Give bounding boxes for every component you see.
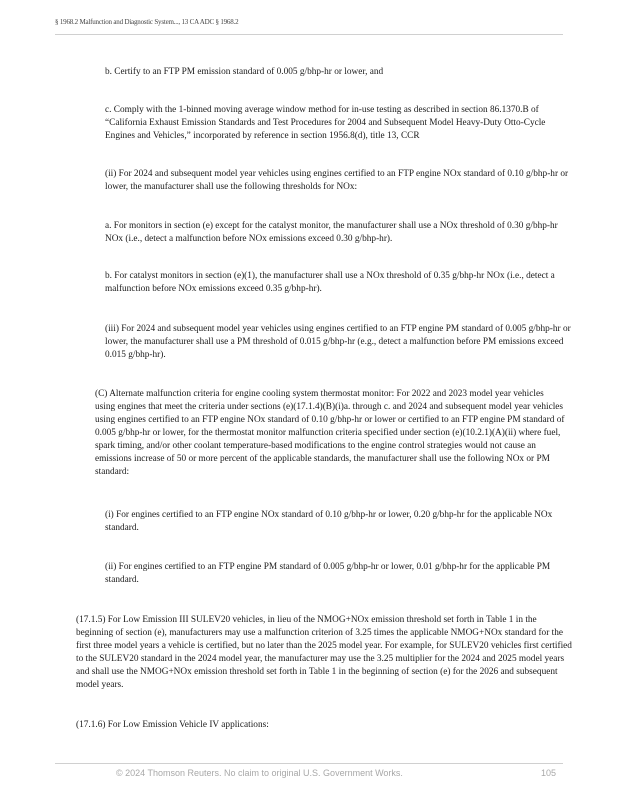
- paragraph-c-binned-method: c. Comply with the 1-binned moving average window method for in-use testing as described in section 86.1370.B of “California Exhaust Emission Standards and Test Procedures for 2004 and Subsequent Model Heavy-Duty Otto-Cycle Engines and Vehicles,” incorporated by reference in section 1956.8(d), title 13, CCR: [105, 105, 546, 141]
- running-header: § 1968.2 Malfunction and Diagnostic System..., 13 CA ADC § 1968.2: [55, 18, 239, 26]
- paragraph-17-1-5-sulev20: (17.1.5) For Low Emission III SULEV20 vehicles, in lieu of the NMOG+NOx emission threshold set forth in Table 1 in the beginning of section (e), manufacturers may use a malfunction criterion of 3.25 times the applicable NMOG+NOx standard for the first three model years a vehicle is certified, but no later than the 2025 model year. For example, for SULEV20 vehicles first certified to the SULEV20 standard in the 2024 model year, the manufacturer may use the 3.25 multiplier for the 2024 and 2025 model years and shall use the NMOG+NOx emission threshold set forth in Table 1 in the beginning of section (e) for the 2026 and subsequent model years.: [76, 615, 572, 690]
- copyright-notice: © 2024 Thomson Reuters. No claim to original U.S. Government Works.: [116, 768, 403, 778]
- paragraph-i-nox-standard: (i) For engines certified to an FTP engine NOx standard of 0.10 g/bhp-hr or lower, 0.20 g/bhp-hr for the applicable NOx standard.: [105, 510, 553, 533]
- paragraph-ii-nox-thresholds: (ii) For 2024 and subsequent model year vehicles using engines certified to an FTP engine NOx standard of 0.10 g/bhp-hr or lower, the manufacturer shall use the following thresholds for NOx:: [105, 169, 569, 192]
- paragraph-17-1-6-lev-iv: (17.1.6) For Low Emission Vehicle IV applications:: [76, 720, 269, 730]
- paragraph-iii-pm-threshold: (iii) For 2024 and subsequent model year vehicles using engines certified to an FTP engine PM standard of 0.005 g/bhp-hr or lower, the manufacturer shall use a PM threshold of 0.015 g/bhp-hr (e.g., detect a malfunction before PM emissions exceed 0.015 g/bhp-hr).: [105, 324, 571, 360]
- page-number: 105: [541, 768, 557, 778]
- paragraph-c-thermostat-criteria: (C) Alternate malfunction criteria for engine cooling system thermostat monitor: For 2022 and 2023 model year vehicles using engines that meet the criteria under sections (e)(17.1.4)(B)(i)a. through c. and 2024 and subsequent model year vehicles using engines certified to an FTP engine NOx standard of 0.10 g/bhp-hr or lower or certified to an FTP engine PM standard of 0.005 g/bhp-hr or lower, for the thermostat monitor malfunction criteria specified under section (e)(10.2.1)(A)(ii) where fuel, spark timing, and/or other coolant temperature-based modifications to the engine control strategies would not cause an emissions increase of 50 or more percent of the applicable standards, the manufacturer shall use the following NOx or PM standard:: [95, 389, 565, 477]
- paragraph-b-catalyst-threshold: b. For catalyst monitors in section (e)(1), the manufacturer shall use a NOx threshold of 0.35 g/bhp-hr NOx (i.e., detect a malfunction before NOx emissions exceed 0.35 g/bhp-hr).: [105, 271, 555, 294]
- paragraph-b-pm-standard: b. Certify to an FTP PM emission standard of 0.005 g/bhp-hr or lower, and: [105, 67, 384, 77]
- paragraph-ii-pm-standard: (ii) For engines certified to an FTP engine PM standard of 0.005 g/bhp-hr or lower, 0.01 g/bhp-hr for the applicable PM standard.: [105, 562, 551, 585]
- paragraph-a-monitor-threshold: a. For monitors in section (e) except for the catalyst monitor, the manufacturer shall use a NOx threshold of 0.30 g/bhp-hr NOx (i.e., detect a malfunction before NOx emissions exceed 0.30 g/bhp-hr).: [105, 221, 558, 244]
- footer-divider: [55, 763, 563, 764]
- header-divider: [55, 34, 563, 35]
